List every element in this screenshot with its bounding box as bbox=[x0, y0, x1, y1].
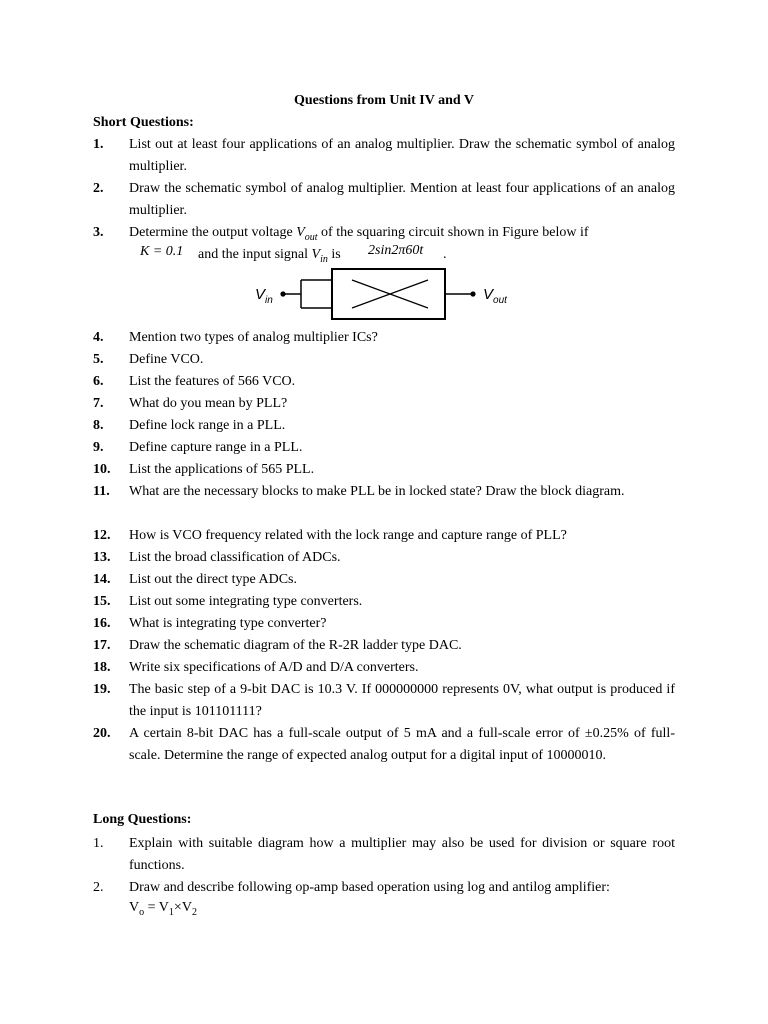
output-terminal bbox=[470, 291, 475, 296]
input-terminal bbox=[280, 291, 285, 296]
long-questions-heading: Long Questions: bbox=[93, 812, 192, 827]
short-question-11: 11. What are the necessary blocks to make PLL be in locked state? Draw the block diagram. bbox=[93, 484, 625, 499]
squaring-circuit-figure bbox=[252, 266, 512, 326]
page-title: Questions from Unit IV and V bbox=[293, 93, 475, 108]
vout-symbol: $V_{out}$ bbox=[296, 225, 318, 243]
long-question-1: 1. Explain with suitable diagram how a multiplier may also be used for division or square root functions. bbox=[93, 836, 675, 873]
question-number: 2. bbox=[93, 181, 104, 196]
short-question-6: 6. List the features of 566 VCO. bbox=[93, 374, 296, 389]
short-question-15: 15. List out some integrating type converters. bbox=[93, 594, 363, 609]
short-question-16: 16. What is integrating type converter? bbox=[93, 616, 327, 631]
short-question-7: 7. What do you mean by PLL? bbox=[93, 396, 288, 411]
question-number: 3. bbox=[93, 225, 104, 240]
input-signal-expression: 2sin2π60t bbox=[368, 243, 424, 258]
short-question-10: 10. List the applications of 565 PLL. bbox=[93, 462, 315, 477]
short-question-8: 8. Define lock range in a PLL. bbox=[93, 418, 286, 433]
question-text: Draw the schematic symbol of analog multiplier. Mention at least four applications of an analog multiplier. bbox=[129, 181, 675, 218]
vout-label: $V_{out}$ bbox=[483, 286, 507, 306]
short-question-17: 17. Draw the schematic diagram of the R-2R ladder type DAC. bbox=[93, 638, 462, 653]
question-text: List out at least four applications of an analog multiplier. Draw the schematic symbol of analog multiplier. bbox=[129, 137, 675, 174]
short-question-4: 4. Mention two types of analog multiplier ICs? bbox=[93, 330, 378, 345]
short-question-5: 5. Define VCO. bbox=[93, 352, 204, 367]
vin-symbol: $V_{in}$ bbox=[311, 247, 328, 265]
short-question-2 bbox=[93, 178, 675, 222]
short-question-13: 13. List the broad classification of ADCs. bbox=[93, 550, 341, 565]
short-question-14: 14. List out the direct type ADCs. bbox=[93, 572, 297, 587]
short-question-18: 18. Write six specifications of A/D and D/A converters. bbox=[93, 660, 419, 675]
question-text-line1: Determine the output voltage $V_{out}$ of the squaring circuit shown in Figure below if bbox=[129, 225, 589, 243]
formula-vo-v1-times-v2: $V_o = V_1\times V_2$ bbox=[129, 900, 197, 918]
short-questions-heading: Short Questions: bbox=[93, 115, 194, 130]
short-question-1 bbox=[93, 134, 675, 178]
short-question-12: 12. How is VCO frequency related with the lock range and capture range of PLL? bbox=[93, 528, 567, 543]
question-3-line2: and the input signal $V_{in}$ is bbox=[198, 247, 341, 265]
short-question-9: 9. Define capture range in a PLL. bbox=[93, 440, 303, 455]
document-page: Questions from Unit IV and V Short Questions: 1. List out at least four applications of an analog multiplier. Draw the schematic symbol of analog multiplier. 2. Draw the schematic symbol of analog multiplier. Mention at least four applications of an analog multiplier. 3. Determine the output voltage $V_{out}$ of the squaring circuit shown in Figure below if K = 0.1 and the input signal $V_{in}$ is 2sin2π60t . $V_{in}$ $V_{out}$ 4. Mention two types of analog multiplier ICs? 5. Define VCO. 6. List the features of 566 VCO. 7. What do you mean by PLL? 8. Define lock range in a PLL. 9. Define capture range in a PLL. 10. List the applications of 565 PLL. 11. What are the necessary blocks to make PLL be in locked state? Draw the block diagram. 12. How is VCO frequency related with the lock range and capture range of PLL? 13. List the broad classification of ADCs. 14. List out the direct type ADCs. 15. List out some integrating type converters. 16. What is integrating type converter? 17. Draw the schematic diagram of the R-2R ladder type DAC. 18. Write six specifications of A/D and D/A converters. 19. The basic step of a 9-bit DAC is 10.3 V. If 000000000 represents 0V, what output is produced if the input is 101101111? 20. A certain 8-bit DAC has a full-scale output of 5 mA and a full-scale error of ±0.25% of full-scale. Determine the range of expected analog output for a digital input of 10000010. Long Questions: 1. Explain with suitable diagram how a multiplier may also be used for division or square root functions. 2. Draw and describe following op-amp based operation using log and antilog amplifier: $V_o = V_1\times V_2$ bbox=[0, 0, 768, 1024]
long-question-2: 2. Draw and describe following op-amp based operation using log and antilog amplifier: bbox=[93, 880, 610, 895]
short-question-19: 19. The basic step of a 9-bit DAC is 10.3 V. If 000000000 represents 0V, what output is produced if the input is 101101111? bbox=[93, 682, 675, 719]
vin-label: $V_{in}$ bbox=[255, 286, 273, 306]
k-value: K = 0.1 bbox=[140, 244, 184, 259]
short-question-20: 20. A certain 8-bit DAC has a full-scale output of 5 mA and a full-scale error of ±0.25% of full-scale. Determine the range of expected analog output for a digital input of 10000010. bbox=[93, 726, 675, 763]
question-number: 1. bbox=[93, 137, 104, 152]
